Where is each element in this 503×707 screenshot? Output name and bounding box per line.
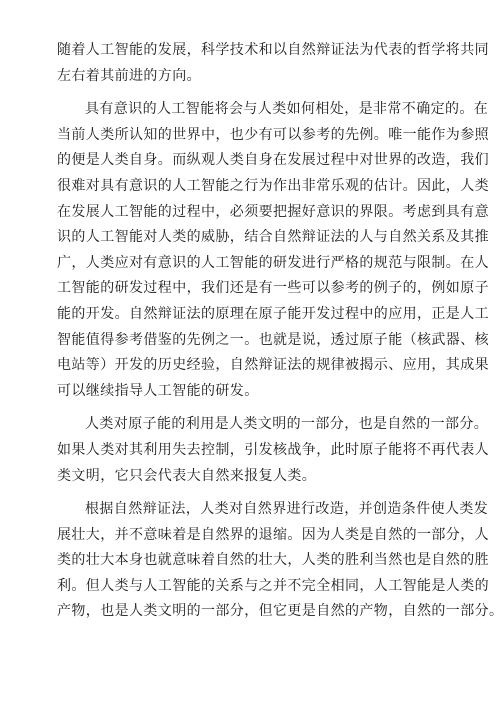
text-line: 具有意识的人工智能将会与人类如何相处，是非常不确定的。在: [85, 101, 489, 118]
text-line: 广，人类应对有意识的人工智能的研发进行严格的规范与限制。在人: [57, 254, 489, 271]
text-line: 产物，也是人类文明的一部分，但它更是自然的产物，自然的一部分。: [57, 603, 503, 620]
text-line: 能的开发。自然辩证法的原理在原子能开发过程中的应用，正是人工: [57, 305, 489, 322]
text-line: 如果人类对其利用失去控制，引发核战争，此时原子能将不再代表人: [57, 441, 489, 458]
paragraph-3: [57, 412, 489, 489]
text-line: 在发展人工智能的过程中，必须要把握好意识的界限。考虑到具有意: [57, 203, 489, 220]
text-line: 展壮大，并不意味着是自然界的退缩。因为人类是自然的一部分，人: [57, 526, 489, 543]
text-line: 很难对具有意识的人工智能之行为作出非常乐观的估计。因此，人类: [57, 177, 489, 194]
text-line: 随着人工智能的发展，科学技术和以自然辩证法为代表的哲学将共同: [57, 42, 489, 58]
text-line: 类文明，它只会代表大自然来报复人类。: [57, 467, 317, 484]
text-line: 识的人工智能对人类的威胁，结合自然辩证法的人与自然关系及其推: [57, 229, 489, 246]
document-page: [57, 38, 503, 625]
text-line: 左右着其前进的方向。: [57, 67, 201, 84]
paragraph-2: [57, 97, 489, 404]
text-line: 类的壮大本身也就意味着自然的壮大，人类的胜利当然也是自然的胜: [57, 552, 489, 569]
text-line: 电站等）开发的历史经验，自然辩证法的规律被揭示、应用，其成果: [57, 357, 489, 374]
text-line: 当前人类所认知的世界中，也少有可以参考的先例。唯一能作为参照: [57, 126, 489, 143]
text-line: 利。但人类与人工智能的关系与之并不完全相同，人工智能是人类的: [57, 577, 489, 594]
text-line: 可以继续指导人工智能的研发。: [57, 382, 259, 399]
text-line: 人类对原子能的利用是人类文明的一部分，也是自然的一部分。: [85, 416, 489, 433]
paragraph-1: [57, 38, 489, 89]
text-line: 的便是人类自身。而纵观人类自身在发展过程中对世界的改造，我们: [57, 152, 489, 169]
text-line: 智能值得参考借鉴的先例之一。也就是说，透过原子能（核武器、核: [57, 331, 489, 348]
text-line: 根据自然辩证法，人类对自然界进行改造，并创造条件使人类发: [85, 501, 489, 518]
paragraph-4: [57, 497, 503, 625]
text-line: 工智能的研发过程中，我们还是有一些可以参考的例子的，例如原子: [57, 280, 489, 297]
